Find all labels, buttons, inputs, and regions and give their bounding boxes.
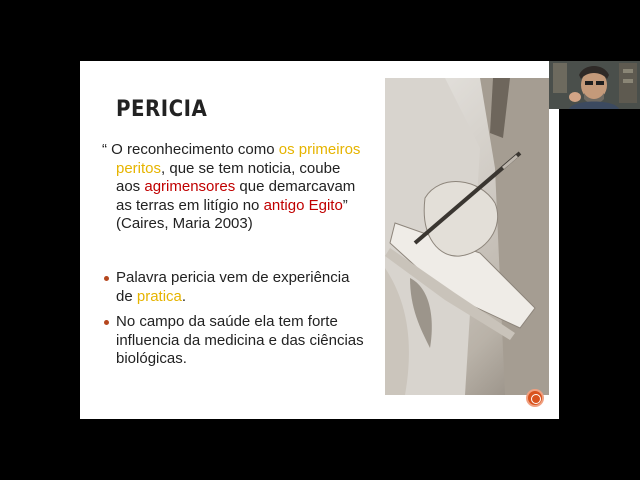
quote-line-3	[102, 178, 402, 197]
participant-video[interactable]	[549, 61, 640, 109]
slide-nav-button[interactable]	[526, 389, 544, 407]
quote-highlight: agrimensores	[144, 178, 236, 195]
slide-title: PERICIA	[116, 97, 208, 122]
quote-text: que demarcavam	[235, 178, 356, 195]
writing-hand-photo	[385, 78, 549, 395]
quote-text: , que se tem noticia, coube	[161, 159, 341, 177]
bullet-text: No campo da saúde ela tem forte	[116, 313, 338, 330]
bullet-icon	[104, 320, 109, 325]
quote-line-2	[102, 160, 402, 179]
quote-highlight: antigo Egito	[263, 196, 343, 214]
list-item	[102, 269, 402, 306]
bullet-highlight: pratica	[136, 287, 182, 305]
list-item	[102, 313, 402, 369]
quote-text: ”	[342, 196, 348, 214]
slide-quote	[102, 141, 402, 234]
quote-citation: (Caires, Maria 2003)	[116, 215, 253, 232]
quote-text: aos	[116, 178, 145, 195]
presentation-slide	[80, 61, 559, 419]
quote-highlight: peritos	[116, 159, 162, 177]
bullet-text: Palavra pericia vem de experiência	[116, 269, 350, 286]
bullet-text: influencia da medicina e das ciências	[116, 331, 364, 349]
quote-line-1	[102, 141, 402, 160]
bullet-icon	[104, 276, 109, 281]
bullet-list	[102, 269, 402, 376]
bullet-text: biológicas.	[116, 350, 187, 367]
quote-text: “ O reconhecimento como	[102, 141, 279, 158]
quote-highlight: os primeiros	[278, 141, 361, 158]
quote-line-4	[102, 197, 402, 216]
bullet-text: de pratica.	[116, 287, 187, 305]
quote-text: as terras em litígio no	[116, 196, 264, 214]
